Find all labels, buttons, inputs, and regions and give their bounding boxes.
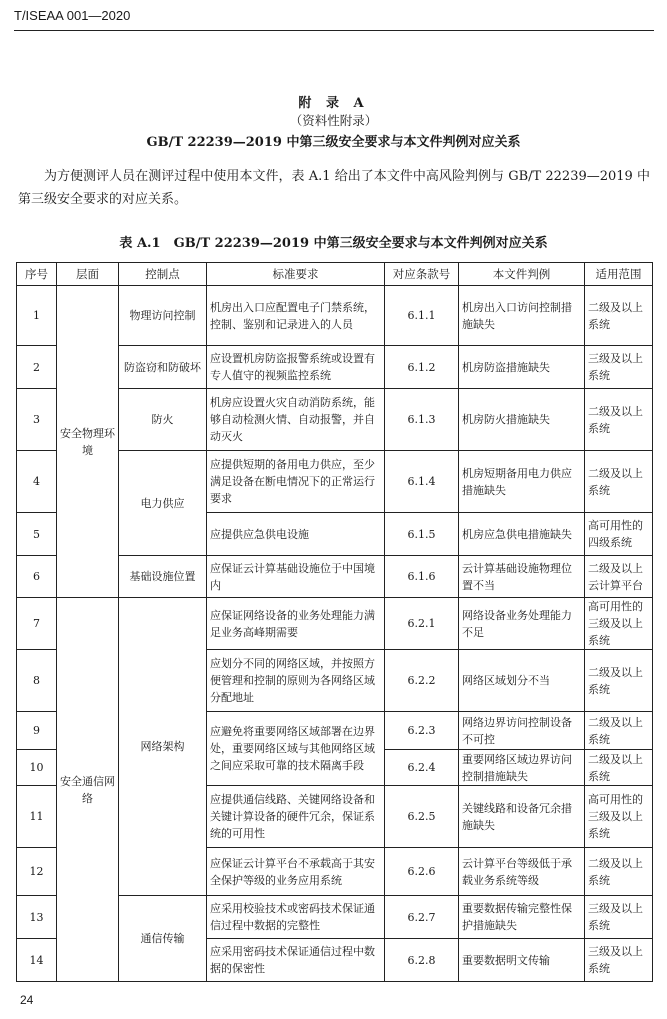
- clause-cell: 6.2.6: [385, 848, 459, 896]
- requirement-cell: 应保证云计算平台不承载高于其安全保护等级的业务应用系统: [207, 848, 385, 896]
- requirement-cell: 应提供应急供电设施: [207, 513, 385, 556]
- case-cell: 重要网络区域边界访问控制措施缺失: [459, 750, 585, 786]
- scope-cell: 二级及以上系统: [585, 650, 653, 712]
- requirement-cell: 应采用校验技术或密码技术保证通信过程中数据的完整性: [207, 896, 385, 939]
- scope-cell: 高可用性的四级系统: [585, 513, 653, 556]
- clause-cell: 6.1.5: [385, 513, 459, 556]
- column-header: 序号: [17, 263, 57, 286]
- case-cell: 重要数据明文传输: [459, 939, 585, 982]
- appendix-heading: GB/T 22239—2019 中第三级安全要求与本文件判例对应关系: [146, 135, 521, 150]
- scope-cell: 三级及以上系统: [585, 346, 653, 389]
- case-cell: 网络区域划分不当: [459, 650, 585, 712]
- requirement-cell: 应提供短期的备用电力供应，至少满足设备在断电情况下的正常运行要求: [207, 451, 385, 513]
- case-cell: 重要数据传输完整性保护措施缺失: [459, 896, 585, 939]
- control-point-cell: 防火: [119, 389, 207, 451]
- row-number: 6: [17, 556, 57, 598]
- column-header: 控制点: [119, 263, 207, 286]
- row-number: 7: [17, 598, 57, 650]
- column-header: 层面: [57, 263, 119, 286]
- clause-cell: 6.2.3: [385, 712, 459, 750]
- row-number: 11: [17, 786, 57, 848]
- requirement-cell: 应避免将重要网络区域部署在边界处，重要网络区域与其他网络区域之间应采取可靠的技术隔离手段: [207, 712, 385, 786]
- case-cell: 关键线路和设备冗余措施缺失: [459, 786, 585, 848]
- row-number: 2: [17, 346, 57, 389]
- requirement-cell: 应保证云计算基础设施位于中国境内: [207, 556, 385, 598]
- case-cell: 云计算基础设施物理位置不当: [459, 556, 585, 598]
- row-number: 14: [17, 939, 57, 982]
- scope-cell: 三级及以上系统: [585, 939, 653, 982]
- header-rule: [14, 30, 654, 31]
- clause-cell: 6.1.1: [385, 286, 459, 346]
- requirement-cell: 应划分不同的网络区域，并按照方便管理和控制的原则为各网络区域分配地址: [207, 650, 385, 712]
- layer-cell: 安全物理环境: [57, 286, 119, 598]
- control-point-cell: 电力供应: [119, 451, 207, 556]
- requirement-cell: 应提供通信线路、关键网络设备和关键计算设备的硬件冗余，保证系统的可用性: [207, 786, 385, 848]
- table-caption: 表 A.1 GB/T 22239—2019 中第三级安全要求与本文件判例对应关系: [119, 236, 548, 251]
- scope-cell: 二级及以上系统: [585, 712, 653, 750]
- column-header: 对应条款号: [385, 263, 459, 286]
- case-cell: 机房应急供电措施缺失: [459, 513, 585, 556]
- requirement-cell: 应采用密码技术保证通信过程中数据的保密性: [207, 939, 385, 982]
- column-header: 本文件判例: [459, 263, 585, 286]
- scope-cell: 二级及以上系统: [585, 451, 653, 513]
- row-number: 12: [17, 848, 57, 896]
- case-cell: 机房出入口访问控制措施缺失: [459, 286, 585, 346]
- case-cell: 网络边界访问控制设备不可控: [459, 712, 585, 750]
- clause-cell: 6.2.8: [385, 939, 459, 982]
- table-row: [17, 598, 653, 650]
- row-number: 1: [17, 286, 57, 346]
- requirements-table: [16, 262, 653, 982]
- requirement-cell: 应设置机房防盗报警系统或设置有专人值守的视频监控系统: [207, 346, 385, 389]
- standard-code: T/ISEAA 001—2020: [14, 8, 131, 23]
- clause-cell: 6.1.4: [385, 451, 459, 513]
- appendix-subtitle: （资料性附录）: [289, 113, 378, 128]
- scope-cell: 高可用性的三级及以上系统: [585, 786, 653, 848]
- control-point-cell: 通信传输: [119, 896, 207, 982]
- row-number: 8: [17, 650, 57, 712]
- row-number: 4: [17, 451, 57, 513]
- control-point-cell: 物理访问控制: [119, 286, 207, 346]
- appendix-title: 附 录 A: [298, 96, 369, 111]
- scope-cell: 二级及以上系统: [585, 848, 653, 896]
- clause-cell: 6.1.2: [385, 346, 459, 389]
- control-point-cell: 基础设施位置: [119, 556, 207, 598]
- clause-cell: 6.1.3: [385, 389, 459, 451]
- requirement-cell: 机房出入口应配置电子门禁系统，控制、鉴别和记录进入的人员: [207, 286, 385, 346]
- case-cell: 机房防火措施缺失: [459, 389, 585, 451]
- case-cell: 网络设备业务处理能力不足: [459, 598, 585, 650]
- row-number: 5: [17, 513, 57, 556]
- clause-cell: 6.2.1: [385, 598, 459, 650]
- requirement-cell: 应保证网络设备的业务处理能力满足业务高峰期需要: [207, 598, 385, 650]
- case-cell: 机房防盗措施缺失: [459, 346, 585, 389]
- clause-cell: 6.2.5: [385, 786, 459, 848]
- row-number: 9: [17, 712, 57, 750]
- row-number: 13: [17, 896, 57, 939]
- case-cell: 云计算平台等级低于承载业务系统等级: [459, 848, 585, 896]
- row-number: 3: [17, 389, 57, 451]
- intro-paragraph: 为方便测评人员在测评过程中使用本文件，表 A.1 给出了本文件中高风险判例与 GB/T 22239—2019 中第三级安全要求的对应关系。: [18, 169, 650, 207]
- scope-cell: 二级及以上系统: [585, 750, 653, 786]
- requirement-cell: 机房应设置火灾自动消防系统，能够自动检测火情、自动报警，并自动灭火: [207, 389, 385, 451]
- control-point-cell: 防盗窃和防破坏: [119, 346, 207, 389]
- table-row: [17, 286, 653, 346]
- scope-cell: 二级及以上系统: [585, 286, 653, 346]
- row-number: 10: [17, 750, 57, 786]
- clause-cell: 6.1.6: [385, 556, 459, 598]
- scope-cell: 二级及以上系统: [585, 389, 653, 451]
- clause-cell: 6.2.7: [385, 896, 459, 939]
- clause-cell: 6.2.4: [385, 750, 459, 786]
- page-number: 24: [20, 993, 34, 1007]
- scope-cell: 三级及以上系统: [585, 896, 653, 939]
- layer-cell: 安全通信网络: [57, 598, 119, 982]
- column-header: 标准要求: [207, 263, 385, 286]
- scope-cell: 二级及以上云计算平台: [585, 556, 653, 598]
- case-cell: 机房短期备用电力供应措施缺失: [459, 451, 585, 513]
- control-point-cell: 网络架构: [119, 598, 207, 896]
- clause-cell: 6.2.2: [385, 650, 459, 712]
- scope-cell: 高可用性的三级及以上系统: [585, 598, 653, 650]
- table-header-row: [17, 263, 653, 286]
- column-header: 适用范围: [585, 263, 653, 286]
